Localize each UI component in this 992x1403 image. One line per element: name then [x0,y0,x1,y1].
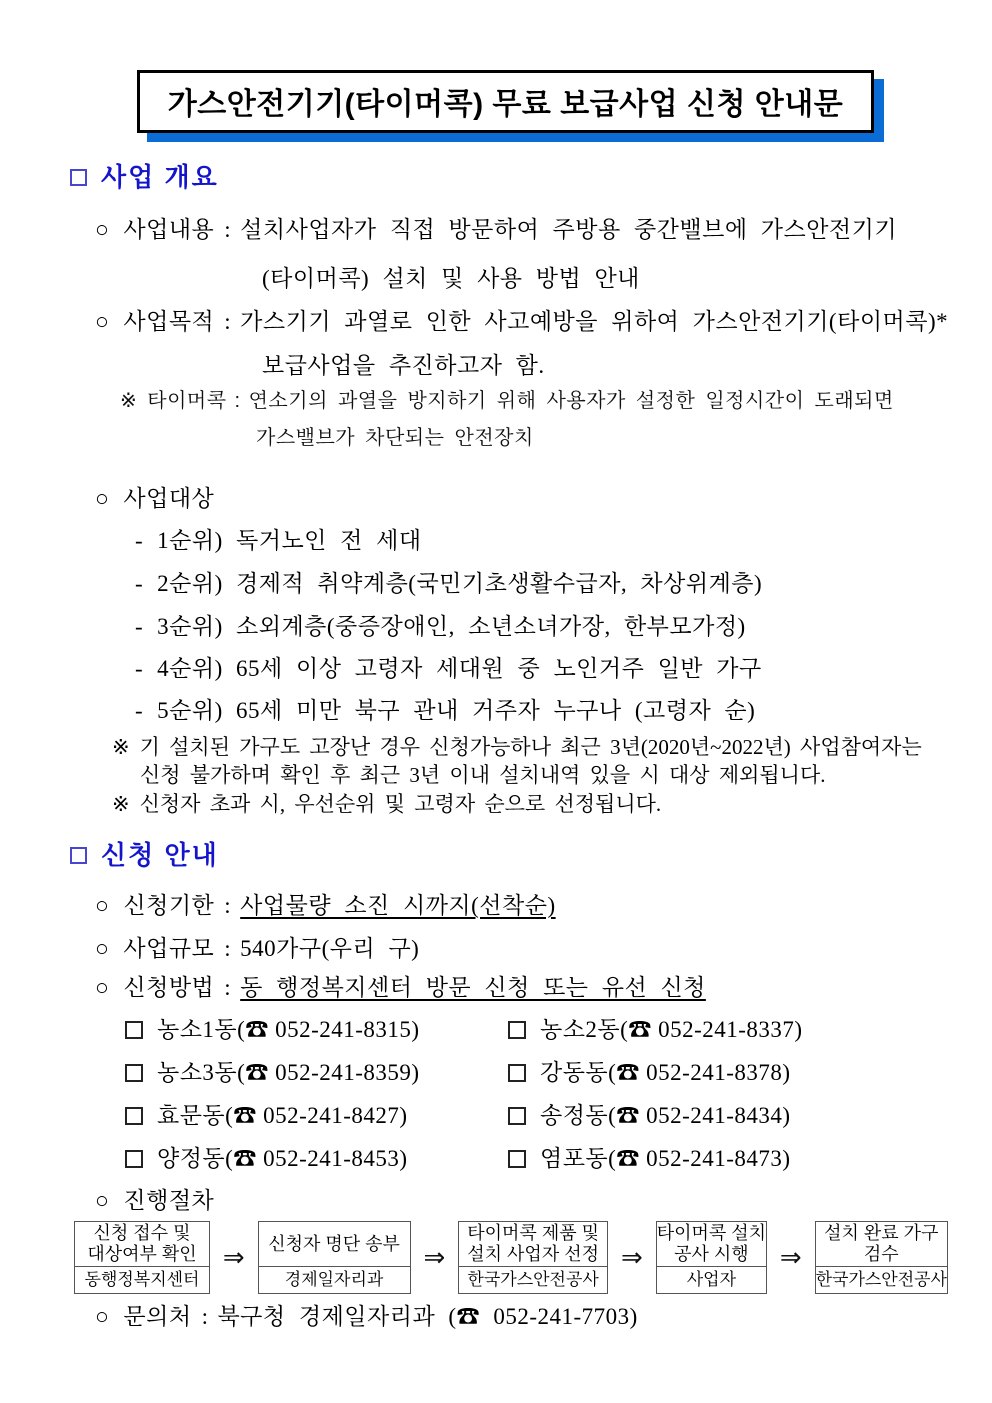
caution1-text-line2: 신청 불가하며 확인 후 최근 3년 이내 설치내역 있을 시 대상 제외됩니다. [140,763,826,787]
circle-bullet-icon: ○ [95,309,110,334]
step-description [459,1222,607,1267]
reference-mark-icon: ※ [120,390,138,412]
colon-separator: : [224,936,232,961]
center-item [125,1144,508,1174]
process-step [74,1221,210,1294]
step-agency: 사업자 [686,1270,736,1289]
step-description [75,1222,209,1267]
scale-label: 사업규모 [123,936,215,961]
step-desc-line: 검수 [863,1244,899,1264]
step-agency: 한국가스안전공사 [815,1270,947,1289]
process-step [458,1221,608,1294]
deadline-line [0,891,992,921]
contact-value: 북구청 경제일자리과 (☎ 052-241-7703) [217,1304,638,1329]
process-step [656,1221,767,1294]
circle-bullet-icon: ○ [95,893,110,918]
caution1-text-line1: 기 설치된 가구도 고장난 경우 신청가능하나 최근 3년(2020년~2022년) 사업참여자는 [139,735,922,759]
checkbox-square-icon [508,1150,526,1168]
target-item [0,654,992,684]
dash-bullet-icon: - [135,614,144,639]
timer-note-line2 [0,426,992,450]
center-display: 농소1동(☎ 052-241-8315) [157,1017,420,1042]
target-item-text: 5순위) 65세 미만 북구 관내 거주자 누구나 (고령자 순) [157,698,756,723]
center-phone-list [125,1015,992,1174]
dash-bullet-icon: - [135,528,144,553]
process-step [258,1221,411,1294]
step-agency: 동행정복지센터 [84,1270,200,1289]
arrow-right-icon: ⇒ [423,1242,446,1272]
overview-content-line2 [0,264,992,294]
process-flow [74,1221,948,1294]
method-line [0,973,992,1003]
dash-bullet-icon: - [135,571,144,596]
checkbox-square-icon [508,1064,526,1082]
contact-line [0,1302,992,1332]
section-heading-overview [0,161,992,193]
reference-mark-icon: ※ [112,792,130,816]
process-label: 진행절차 [123,1188,215,1213]
circle-bullet-icon: ○ [95,936,110,961]
center-display: 송정동(☎ 052-241-8434) [540,1103,791,1128]
document-title: 가스안전기기(타이머콕) 무료 보급사업 신청 안내문 [137,70,874,133]
blue-square-bullet-icon [70,169,87,186]
dash-bullet-icon: - [135,656,144,681]
colon-separator: : [224,309,232,334]
step-desc-line: 신청자 명단 송부 [268,1233,400,1254]
center-display: 효문동(☎ 052-241-8427) [157,1103,408,1128]
overview-purpose-line2 [0,351,992,381]
checkbox-square-icon [508,1107,526,1125]
step-description [657,1222,766,1267]
colon-separator: : [224,893,232,918]
section-heading-application-label: 신청 안내 [101,840,219,870]
center-display: 강동동(☎ 052-241-8378) [540,1060,791,1085]
circle-bullet-icon: ○ [95,1304,110,1329]
step-desc-line: 타이머콕 제품 및 [467,1223,599,1243]
target-item [0,696,992,726]
center-item [508,1015,992,1045]
caution-line2 [0,762,992,788]
circle-bullet-icon: ○ [95,217,110,242]
content-text-line1: 설치사업자가 직접 방문하여 주방용 중간밸브에 가스안전기기 [240,217,898,242]
blue-square-bullet-icon [70,847,87,864]
target-item [0,526,992,556]
scale-line [0,934,992,964]
step-agency: 경제일자리과 [284,1270,384,1289]
section-heading-overview-label: 사업 개요 [101,162,219,192]
target-item-text: 4순위) 65세 이상 고령자 세대원 중 노인거주 일반 가구 [157,656,762,681]
target-item [0,612,992,642]
caution-line3 [0,791,992,817]
target-item [0,569,992,599]
step-agency: 한국가스안전공사 [467,1270,599,1289]
process-step [815,1221,948,1294]
colon-separator: : [224,217,232,242]
arrow-right-icon: ⇒ [779,1242,802,1272]
checkbox-square-icon [125,1064,143,1082]
step-description [816,1222,947,1267]
colon-separator: : [234,390,241,412]
dash-bullet-icon: - [135,698,144,723]
deadline-label: 신청기한 [123,893,215,918]
center-item [508,1144,992,1174]
overview-content-line1 [0,215,992,245]
timer-note-label: 타이머콕 [147,390,227,412]
circle-bullet-icon: ○ [95,1188,110,1213]
purpose-text-line1: 가스기기 과열로 인한 사고예방을 위하여 가스안전기기(타이머콕)* [240,309,949,334]
checkbox-square-icon [125,1021,143,1039]
target-item-text: 3순위) 소외계층(중증장애인, 소년소녀가장, 한부모가정) [157,614,746,639]
method-label: 신청방법 [123,975,215,1000]
step-desc-line: 신청 접수 및 [93,1223,191,1243]
overview-purpose-line1 [0,307,992,337]
target-item-text: 1순위) 독거노인 전 세대 [157,528,422,553]
center-item [125,1015,508,1045]
step-desc-line: 공사 시행 [674,1244,749,1264]
method-value: 동 행정복지센터 방문 신청 또는 유선 신청 [240,975,706,1000]
contact-label: 문의처 [123,1304,192,1329]
target-item-text: 2순위) 경제적 취약계층(국민기초생활수급자, 차상위계층) [157,571,763,596]
step-desc-line: 타이머콕 설치 [656,1223,767,1243]
center-display: 염포동(☎ 052-241-8473) [540,1146,791,1171]
center-item [125,1101,508,1131]
center-display: 농소2동(☎ 052-241-8337) [540,1017,803,1042]
checkbox-square-icon [125,1107,143,1125]
step-desc-line: 설치 사업자 선정 [467,1244,599,1264]
step-desc-line: 설치 완료 가구 [824,1223,939,1243]
circle-bullet-icon: ○ [95,975,110,1000]
checkbox-square-icon [508,1021,526,1039]
colon-separator: : [224,975,232,1000]
purpose-label: 사업목적 [123,309,215,334]
center-item [508,1101,992,1131]
arrow-right-icon: ⇒ [222,1242,245,1272]
step-desc-line: 대상여부 확인 [87,1244,197,1264]
caution2-text: 신청자 초과 시, 우선순위 및 고령자 순으로 선정됩니다. [139,792,662,816]
step-description [259,1222,410,1267]
center-display: 양정동(☎ 052-241-8453) [157,1146,408,1171]
purpose-text-line2: 보급사업을 추진하고자 함. [262,353,545,378]
reference-mark-icon: ※ [112,735,130,759]
checkbox-square-icon [125,1150,143,1168]
timer-note-text-line2: 가스밸브가 차단되는 안전장치 [256,427,534,449]
target-heading [0,484,992,514]
circle-bullet-icon: ○ [95,486,110,511]
content-text-line2: (타이머콕) 설치 및 사용 방법 안내 [262,266,640,291]
content-label: 사업내용 [123,217,215,242]
target-label: 사업대상 [123,486,215,511]
deadline-value: 사업물량 소진 시까지(선착순) [240,893,556,918]
timer-note-text-line1: 연소기의 과열을 방지하기 위해 사용자가 설정한 일정시간이 도래되면 [248,390,894,412]
process-heading [0,1186,992,1216]
caution-line1 [0,734,992,760]
scale-value: 540가구(우리 구) [240,936,420,961]
center-item [125,1058,508,1088]
colon-separator: : [201,1304,209,1329]
section-heading-application [0,839,992,871]
arrow-right-icon: ⇒ [621,1242,643,1272]
timer-note-line1 [0,389,992,413]
center-item [508,1058,992,1088]
center-display: 농소3동(☎ 052-241-8359) [157,1060,420,1085]
